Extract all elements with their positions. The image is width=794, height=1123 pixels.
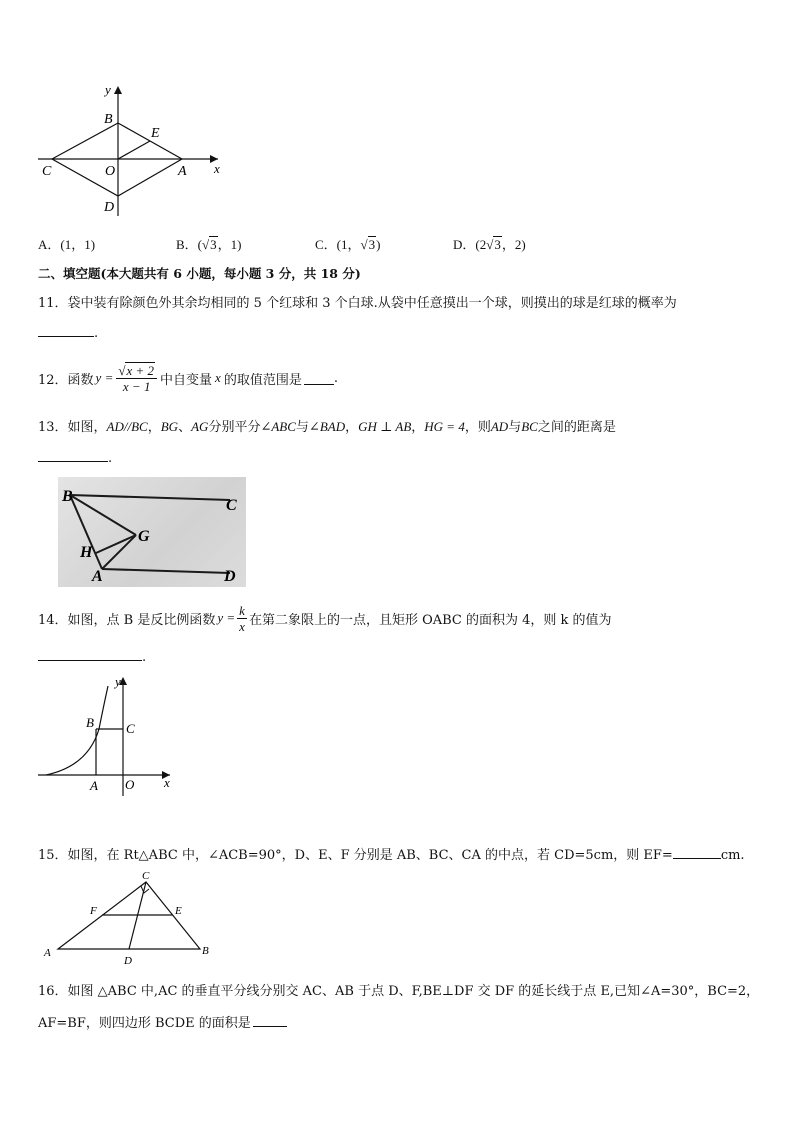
label-A: A [92,568,103,585]
question-16-line2: AF=BF，则四边形 BCDE 的面积是 [38,1012,287,1031]
option-a: A．(1，1) [38,237,96,252]
label-O: O [105,164,116,179]
label-B: B [62,488,73,505]
figure-hyperbola [36,674,176,798]
label-E: E [175,905,182,917]
label-y: y [115,674,121,689]
question-13: 13．如图，AD//BC，BG、AG分别平分∠ABC与∠BAD，GH ⊥ AB，HG = 4，则AD与BC之间的距离是 [38,419,616,435]
label-F: F [90,905,97,917]
question-11: 11．袋中装有除颜色外其余均相同的 5 个红球和 3 个白球.从袋中任意摸出一个球，则摸出的球是红球的概率为 [38,296,677,311]
question-14: 14．如图，点 B 是反比例函数 y = $\frac{k}{x}$ 在第二象限上的一点，且矩形 OABC 的面积为 4，则 k 的值为 [38,602,612,634]
label-O: O [125,777,135,792]
q14-answer-line: . [38,648,146,665]
label-C: C [126,721,135,736]
label-D: D [124,955,132,967]
q11-answer-line: . [38,324,98,341]
label-C: C [42,164,52,179]
label-E: E [151,126,160,141]
label-H: H [80,544,93,561]
label-A: A [44,947,51,959]
label-x: x [214,161,220,176]
label-x: x [164,775,170,790]
figure-rhombus [30,80,230,220]
label-B: B [86,715,94,730]
option-d: D．(2√3，2) [453,237,526,252]
section-heading: 二、填空题(本大题共有 6 小题，每小题 3 分，共 18 分) [38,266,361,281]
question-16-line1: 16．如图 △ABC 中,AC 的垂直平分线分别交 AC、AB 于点 D、F,BE⊥DF 交 DF 的延长线于点 E,已知∠A=30°，BC=2， [38,984,760,999]
label-A: A [90,778,98,793]
label-C: C [142,870,150,882]
q13-answer-line: . [38,449,112,466]
option-b: B．(√3，1) [176,237,242,252]
label-D: D [224,568,236,585]
figure-right-triangle [38,868,218,968]
label-D: D [104,200,115,215]
label-C: C [226,497,237,514]
label-G: G [138,528,150,545]
label-y: y [105,82,111,97]
label-A: A [178,164,187,179]
question-15: 15．如图，在 Rt△ABC 中，∠ACB=90°，D、E、F 分别是 AB、BC、CA 的中点，若 CD=5cm，则 EF= cm. [38,848,745,863]
figure-photo-q13 [58,477,246,587]
label-B: B [104,112,113,127]
label-B: B [202,945,209,957]
option-c: C．(1，√3) [315,237,381,252]
question-12: 12．函数 y = $\frac{√x + 2}{x - 1}$ 中自变量 x 的取值范围是 . [38,362,338,394]
